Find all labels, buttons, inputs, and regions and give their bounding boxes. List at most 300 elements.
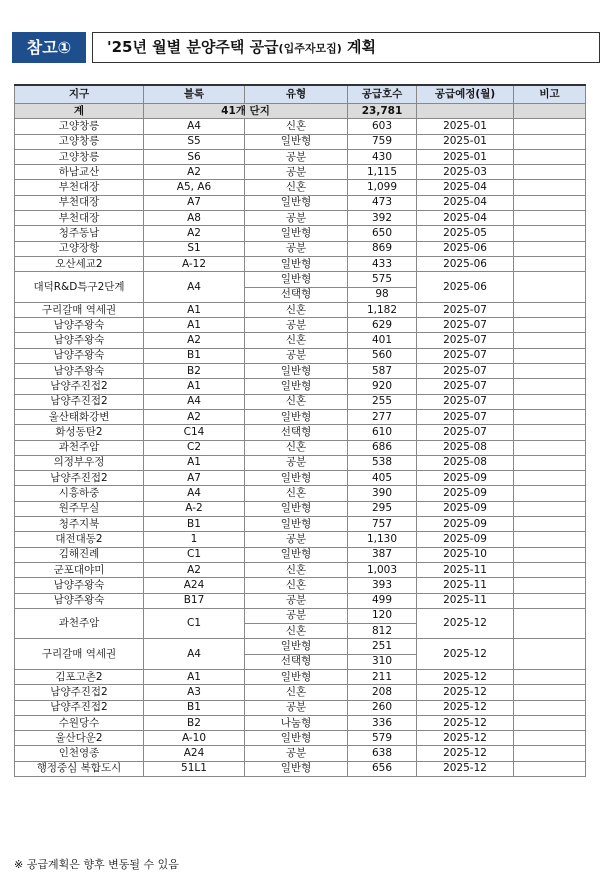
table-row: [15, 700, 586, 715]
col-header-units: 공급호수: [348, 85, 417, 104]
cell-month: 2025-12: [417, 608, 514, 639]
cell-type: 선택형: [245, 287, 348, 302]
cell-remarks: [514, 333, 586, 348]
cell-month: 2025-01: [417, 134, 514, 149]
cell-block: A1: [144, 318, 245, 333]
cell-remarks: [514, 272, 586, 303]
reference-badge: 참고①: [12, 32, 86, 63]
table-row: [15, 272, 586, 287]
cell-units: 686: [348, 440, 417, 455]
cell-district: 화성동탄2: [15, 425, 144, 440]
total-blocks: 41개 단지: [144, 104, 348, 119]
cell-units: 260: [348, 700, 417, 715]
cell-remarks: [514, 165, 586, 180]
cell-remarks: [514, 409, 586, 424]
cell-district: 남양주진접2: [15, 700, 144, 715]
cell-remarks: [514, 700, 586, 715]
cell-type: 공분: [245, 455, 348, 470]
title-suffix: 계획: [341, 38, 376, 56]
cell-district: 원주무실: [15, 501, 144, 516]
table-row: [15, 348, 586, 363]
supply-plan-table: [14, 84, 586, 777]
cell-units: 405: [348, 471, 417, 486]
cell-block: C14: [144, 425, 245, 440]
cell-month: 2025-04: [417, 180, 514, 195]
cell-type: 신혼: [245, 394, 348, 409]
cell-type: 공분: [245, 241, 348, 256]
cell-type: 일반형: [245, 272, 348, 287]
cell-type: 일반형: [245, 134, 348, 149]
cell-remarks: [514, 180, 586, 195]
cell-district: 남양주진접2: [15, 379, 144, 394]
cell-type: 공분: [245, 746, 348, 761]
cell-district: 과천주암: [15, 440, 144, 455]
col-header-remarks: 비고: [514, 85, 586, 104]
table-row: [15, 379, 586, 394]
cell-block: A2: [144, 165, 245, 180]
cell-remarks: [514, 440, 586, 455]
cell-month: 2025-09: [417, 517, 514, 532]
cell-type: 일반형: [245, 256, 348, 271]
cell-units: 1,130: [348, 532, 417, 547]
cell-district: 남양주왕숙: [15, 578, 144, 593]
cell-remarks: [514, 256, 586, 271]
document-title: [92, 32, 600, 63]
cell-units: 392: [348, 211, 417, 226]
table-row: [15, 746, 586, 761]
cell-month: 2025-06: [417, 241, 514, 256]
cell-units: 650: [348, 226, 417, 241]
total-month: [417, 104, 514, 119]
cell-month: 2025-07: [417, 302, 514, 317]
cell-remarks: [514, 547, 586, 562]
cell-type: 공분: [245, 348, 348, 363]
table-row: [15, 364, 586, 379]
cell-units: 310: [348, 654, 417, 669]
cell-month: 2025-11: [417, 562, 514, 577]
cell-block: A7: [144, 471, 245, 486]
cell-block: A2: [144, 562, 245, 577]
cell-remarks: [514, 195, 586, 210]
cell-block: A1: [144, 455, 245, 470]
cell-type: 일반형: [245, 501, 348, 516]
cell-month: 2025-11: [417, 593, 514, 608]
cell-units: 473: [348, 195, 417, 210]
total-row: [15, 104, 586, 119]
cell-type: 일반형: [245, 639, 348, 654]
cell-month: 2025-12: [417, 639, 514, 670]
table-row: [15, 318, 586, 333]
col-header-type: 유형: [245, 85, 348, 104]
table-row: [15, 517, 586, 532]
cell-type: 일반형: [245, 669, 348, 684]
cell-month: 2025-03: [417, 165, 514, 180]
cell-month: 2025-12: [417, 685, 514, 700]
cell-district: 수원당수: [15, 715, 144, 730]
cell-month: 2025-12: [417, 700, 514, 715]
cell-type: 공분: [245, 149, 348, 164]
cell-type: 일반형: [245, 731, 348, 746]
table-row: [15, 149, 586, 164]
table-row: [15, 761, 586, 776]
cell-remarks: [514, 134, 586, 149]
cell-remarks: [514, 348, 586, 363]
cell-block: S5: [144, 134, 245, 149]
table-row: [15, 180, 586, 195]
table-row: [15, 134, 586, 149]
cell-month: 2025-07: [417, 318, 514, 333]
table-row: [15, 241, 586, 256]
cell-month: 2025-09: [417, 501, 514, 516]
cell-month: 2025-12: [417, 669, 514, 684]
cell-type: 공분: [245, 532, 348, 547]
cell-type: 일반형: [245, 547, 348, 562]
table-row: [15, 486, 586, 501]
cell-district: 부천대장: [15, 195, 144, 210]
cell-type: 신혼: [245, 562, 348, 577]
cell-month: 2025-10: [417, 547, 514, 562]
cell-units: 812: [348, 624, 417, 639]
cell-block: C1: [144, 547, 245, 562]
cell-district: 부천대장: [15, 211, 144, 226]
cell-remarks: [514, 669, 586, 684]
cell-type: 선택형: [245, 654, 348, 669]
cell-remarks: [514, 211, 586, 226]
cell-month: 2025-07: [417, 333, 514, 348]
cell-month: 2025-01: [417, 119, 514, 134]
cell-type: 신혼: [245, 302, 348, 317]
cell-units: 638: [348, 746, 417, 761]
cell-remarks: [514, 302, 586, 317]
cell-block: C2: [144, 440, 245, 455]
cell-month: 2025-12: [417, 746, 514, 761]
cell-month: 2025-09: [417, 486, 514, 501]
cell-block: B2: [144, 364, 245, 379]
cell-remarks: [514, 119, 586, 134]
cell-units: 430: [348, 149, 417, 164]
col-header-month: 공급예정(월): [417, 85, 514, 104]
cell-units: 656: [348, 761, 417, 776]
cell-units: 208: [348, 685, 417, 700]
cell-month: 2025-12: [417, 715, 514, 730]
table-row: [15, 501, 586, 516]
cell-month: 2025-12: [417, 731, 514, 746]
cell-type: 일반형: [245, 409, 348, 424]
cell-units: 499: [348, 593, 417, 608]
cell-remarks: [514, 562, 586, 577]
cell-district: 고양장항: [15, 241, 144, 256]
cell-type: 선택형: [245, 425, 348, 440]
cell-remarks: [514, 455, 586, 470]
cell-block: A-10: [144, 731, 245, 746]
cell-units: 1,182: [348, 302, 417, 317]
cell-district: 인천영종: [15, 746, 144, 761]
cell-type: 일반형: [245, 761, 348, 776]
table-header-row: [15, 85, 586, 104]
cell-district: 의정부우정: [15, 455, 144, 470]
cell-month: 2025-04: [417, 195, 514, 210]
cell-block: A4: [144, 486, 245, 501]
cell-type: 신혼: [245, 180, 348, 195]
cell-type: 나눔형: [245, 715, 348, 730]
table-row: [15, 333, 586, 348]
table-row: [15, 119, 586, 134]
cell-type: 일반형: [245, 195, 348, 210]
table-row: [15, 256, 586, 271]
cell-block: 51L1: [144, 761, 245, 776]
cell-district: 구리갈매 역세권: [15, 639, 144, 670]
cell-month: 2025-08: [417, 455, 514, 470]
cell-district: 남양주왕숙: [15, 593, 144, 608]
cell-month: 2025-09: [417, 471, 514, 486]
cell-type: 신혼: [245, 486, 348, 501]
cell-units: 579: [348, 731, 417, 746]
cell-block: B1: [144, 517, 245, 532]
cell-remarks: [514, 517, 586, 532]
table-row: [15, 302, 586, 317]
cell-block: A24: [144, 746, 245, 761]
cell-district: 부천대장: [15, 180, 144, 195]
cell-type: 신혼: [245, 119, 348, 134]
cell-block: A3: [144, 685, 245, 700]
table-row: [15, 394, 586, 409]
cell-units: 120: [348, 608, 417, 623]
cell-block: C1: [144, 608, 245, 639]
cell-district: 김해진례: [15, 547, 144, 562]
table-row: [15, 211, 586, 226]
cell-units: 211: [348, 669, 417, 684]
cell-block: A5, A6: [144, 180, 245, 195]
cell-type: 공분: [245, 165, 348, 180]
col-header-district: 지구: [15, 85, 144, 104]
cell-type: 신혼: [245, 685, 348, 700]
cell-district: 오산세교2: [15, 256, 144, 271]
total-units: 23,781: [348, 104, 417, 119]
cell-units: 1,003: [348, 562, 417, 577]
cell-district: 대덕R&D특구2단계: [15, 272, 144, 303]
title-main: '25년 월별 분양주택 공급: [107, 38, 279, 56]
cell-units: 251: [348, 639, 417, 654]
cell-block: B17: [144, 593, 245, 608]
cell-remarks: [514, 364, 586, 379]
cell-units: 575: [348, 272, 417, 287]
total-remarks: [514, 104, 586, 119]
table-row: [15, 593, 586, 608]
cell-type: 일반형: [245, 517, 348, 532]
cell-type: 일반형: [245, 226, 348, 241]
table-row: [15, 731, 586, 746]
cell-remarks: [514, 639, 586, 670]
cell-month: 2025-05: [417, 226, 514, 241]
cell-district: 남양주왕숙: [15, 364, 144, 379]
cell-type: 신혼: [245, 333, 348, 348]
cell-block: A1: [144, 302, 245, 317]
cell-block: B1: [144, 348, 245, 363]
cell-type: 일반형: [245, 364, 348, 379]
cell-district: 청주지북: [15, 517, 144, 532]
cell-units: 560: [348, 348, 417, 363]
table-row: [15, 532, 586, 547]
cell-block: A4: [144, 119, 245, 134]
cell-district: 대전대동2: [15, 532, 144, 547]
cell-remarks: [514, 532, 586, 547]
cell-district: 울산다운2: [15, 731, 144, 746]
cell-type: 공분: [245, 211, 348, 226]
cell-units: 336: [348, 715, 417, 730]
cell-month: 2025-12: [417, 761, 514, 776]
cell-units: 1,099: [348, 180, 417, 195]
cell-month: 2025-07: [417, 364, 514, 379]
cell-month: 2025-06: [417, 272, 514, 303]
cell-units: 433: [348, 256, 417, 271]
cell-block: A24: [144, 578, 245, 593]
cell-remarks: [514, 731, 586, 746]
cell-remarks: [514, 241, 586, 256]
cell-district: 김포고촌2: [15, 669, 144, 684]
cell-month: 2025-07: [417, 348, 514, 363]
cell-district: 남양주왕숙: [15, 318, 144, 333]
title-sub: (입주자모집): [278, 42, 342, 55]
cell-district: 청주동남: [15, 226, 144, 241]
cell-remarks: [514, 608, 586, 639]
table-row: [15, 440, 586, 455]
cell-month: 2025-04: [417, 211, 514, 226]
cell-remarks: [514, 715, 586, 730]
cell-district: 고양창릉: [15, 119, 144, 134]
cell-month: 2025-07: [417, 409, 514, 424]
cell-block: A4: [144, 639, 245, 670]
cell-units: 401: [348, 333, 417, 348]
cell-remarks: [514, 746, 586, 761]
table-row: [15, 165, 586, 180]
cell-block: A2: [144, 226, 245, 241]
cell-district: 남양주진접2: [15, 685, 144, 700]
table-row: [15, 471, 586, 486]
cell-block: A1: [144, 669, 245, 684]
cell-remarks: [514, 761, 586, 776]
cell-units: 255: [348, 394, 417, 409]
cell-units: 759: [348, 134, 417, 149]
table-row: [15, 562, 586, 577]
cell-units: 1,115: [348, 165, 417, 180]
cell-remarks: [514, 394, 586, 409]
cell-type: 일반형: [245, 471, 348, 486]
table-row: [15, 715, 586, 730]
cell-district: 시흥하중: [15, 486, 144, 501]
cell-block: A1: [144, 379, 245, 394]
cell-remarks: [514, 685, 586, 700]
cell-month: 2025-09: [417, 532, 514, 547]
cell-block: A7: [144, 195, 245, 210]
cell-remarks: [514, 593, 586, 608]
cell-units: 610: [348, 425, 417, 440]
document-header: [12, 32, 586, 63]
cell-units: 277: [348, 409, 417, 424]
cell-block: S1: [144, 241, 245, 256]
cell-units: 393: [348, 578, 417, 593]
table-row: [15, 685, 586, 700]
cell-type: 신혼: [245, 624, 348, 639]
cell-units: 538: [348, 455, 417, 470]
cell-district: 고양창릉: [15, 149, 144, 164]
cell-block: B1: [144, 700, 245, 715]
cell-district: 과천주암: [15, 608, 144, 639]
table-row: [15, 455, 586, 470]
cell-district: 남양주왕숙: [15, 333, 144, 348]
cell-units: 387: [348, 547, 417, 562]
col-header-block: 블록: [144, 85, 245, 104]
table-row: [15, 639, 586, 654]
cell-month: 2025-07: [417, 379, 514, 394]
cell-month: 2025-07: [417, 425, 514, 440]
cell-month: 2025-11: [417, 578, 514, 593]
cell-type: 공분: [245, 318, 348, 333]
cell-type: 일반형: [245, 379, 348, 394]
cell-block: 1: [144, 532, 245, 547]
cell-district: 행정중심 복합도시: [15, 761, 144, 776]
cell-units: 603: [348, 119, 417, 134]
cell-district: 남양주왕숙: [15, 348, 144, 363]
cell-district: 하남교산: [15, 165, 144, 180]
cell-district: 남양주진접2: [15, 394, 144, 409]
table-row: [15, 669, 586, 684]
table-row: [15, 226, 586, 241]
cell-district: 구리갈매 역세권: [15, 302, 144, 317]
cell-remarks: [514, 226, 586, 241]
cell-block: A4: [144, 272, 245, 303]
cell-type: 공분: [245, 608, 348, 623]
cell-remarks: [514, 471, 586, 486]
cell-units: 629: [348, 318, 417, 333]
total-label: 계: [15, 104, 144, 119]
table-body: [15, 104, 586, 777]
cell-block: A2: [144, 409, 245, 424]
cell-units: 869: [348, 241, 417, 256]
table-row: [15, 409, 586, 424]
table-row: [15, 547, 586, 562]
cell-type: 신혼: [245, 578, 348, 593]
cell-block: A8: [144, 211, 245, 226]
table-row: [15, 608, 586, 623]
cell-remarks: [514, 501, 586, 516]
cell-remarks: [514, 578, 586, 593]
cell-units: 98: [348, 287, 417, 302]
cell-block: A-2: [144, 501, 245, 516]
cell-block: A4: [144, 394, 245, 409]
table-row: [15, 425, 586, 440]
cell-block: A-12: [144, 256, 245, 271]
cell-remarks: [514, 486, 586, 501]
cell-type: 공분: [245, 700, 348, 715]
cell-month: 2025-07: [417, 394, 514, 409]
footnote: ※ 공급계획은 향후 변동될 수 있음: [14, 858, 179, 871]
cell-month: 2025-06: [417, 256, 514, 271]
cell-district: 울산태화강변: [15, 409, 144, 424]
cell-units: 920: [348, 379, 417, 394]
cell-block: B2: [144, 715, 245, 730]
cell-remarks: [514, 379, 586, 394]
cell-type: 공분: [245, 593, 348, 608]
cell-units: 390: [348, 486, 417, 501]
cell-month: 2025-01: [417, 149, 514, 164]
cell-block: S6: [144, 149, 245, 164]
cell-type: 신혼: [245, 440, 348, 455]
cell-district: 고양창릉: [15, 134, 144, 149]
cell-district: 군포대야미: [15, 562, 144, 577]
cell-units: 757: [348, 517, 417, 532]
table-row: [15, 195, 586, 210]
cell-month: 2025-08: [417, 440, 514, 455]
